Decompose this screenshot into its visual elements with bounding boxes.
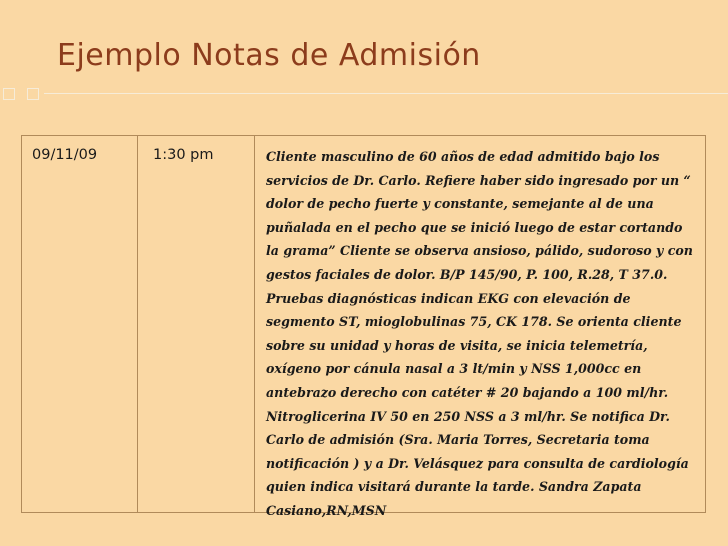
note-date-cell: 09/11/09 [22,136,138,512]
note-text-cell: Cliente masculino de 60 años de edad admitido bajo los servicios de Dr. Carlo. Refiere haber sido ingresado por un “ dolor de pecho fuerte y constante, semejante al de una puñalada en el pecho que se inició luego de estar cortando la grama” Cliente se observa ansioso, pálido, sudoroso y con gestos faciales de dolor. B/P 145/90, P. 100, R.28, T 37.0. Pruebas diagnósticas indican EKG con elevación de segmento ST, mioglobulinas 75, CK 178. Se orienta cliente sobre su unidad y horas de visita, se inicia telemetría, oxígeno por cánula nasal a 3 lt/min y NSS 1,000cc en antebrazo derecho con catéter # 20 bajando a 100 ml/hr. Nitroglicerina IV 50 en 250 NSS a 3 ml/hr. Se notifica Dr. Carlo de admisión (Sra. Maria Torres, Secretaria toma notificación ) y a Dr. Velásquez para consulta de cardiología quien indica visitará durante la tarde. Sandra Zapata Casiano,RN,MSN [266,149,693,518]
title-underline-decoration [0,88,728,104]
admission-notes-table [21,135,706,518]
decorative-line [44,93,728,94]
decorative-square [27,88,39,100]
decorative-square [3,88,15,100]
note-time-cell: 1:30 pm [138,136,255,512]
slide-title: Ejemplo Notas de Admisión [57,38,481,73]
